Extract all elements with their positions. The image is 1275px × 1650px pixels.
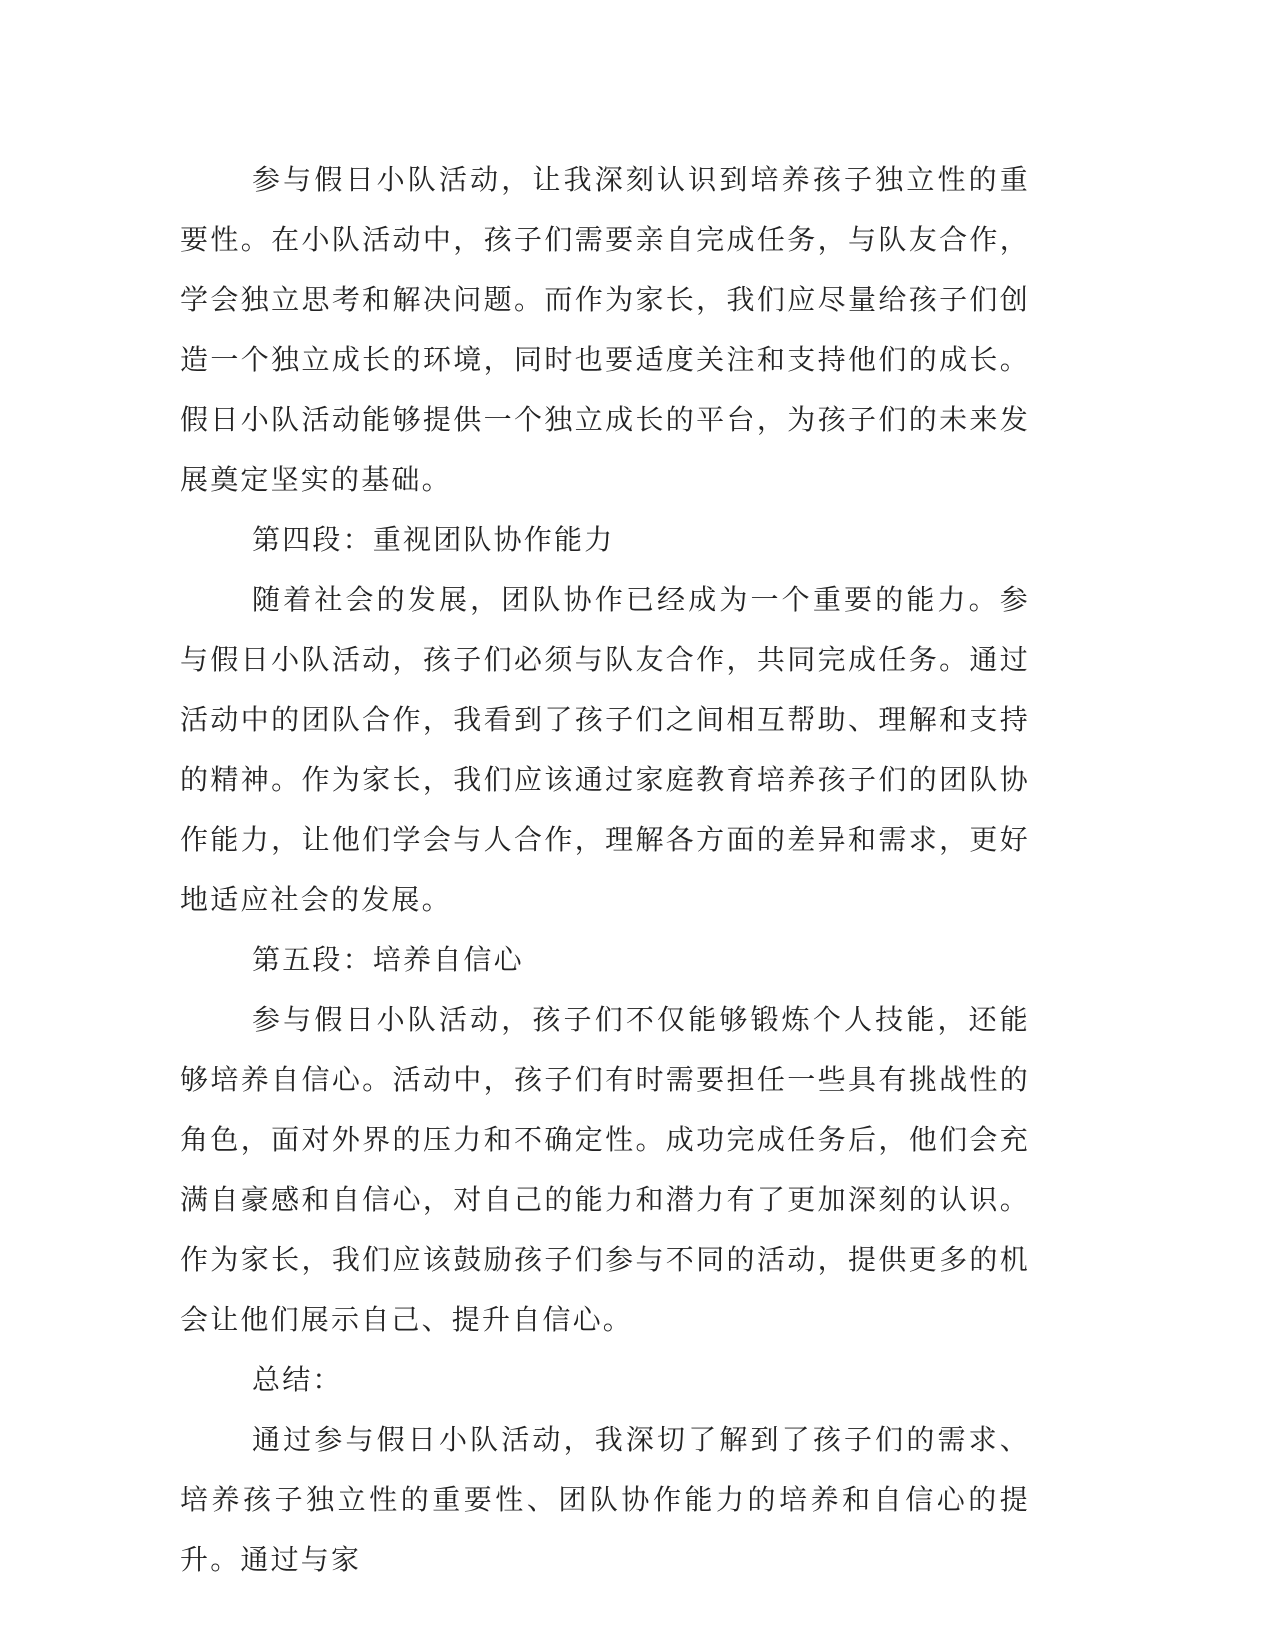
- section-heading-teamwork: 第四段：重视团队协作能力: [252, 523, 615, 556]
- section-heading-confidence: 第五段：培养自信心: [252, 943, 524, 976]
- section-heading-summary: 总结：: [252, 1363, 343, 1396]
- document-page: [180, 150, 1030, 1590]
- paragraph-teamwork: 随着社会的发展，团队协作已经成为一个重要的能力。参与假日小队活动，孩子们必须与队友合作，共同完成任务。通过活动中的团队合作，我看到了孩子们之间相互帮助、理解和支持的精神。作为家长，我们应该通过家庭教育培养孩子们的团队协作能力，让他们学会与人合作，理解各方面的差异和需求，更好地适应社会的发展。: [180, 583, 1030, 916]
- paragraph-summary: 通过参与假日小队活动，我深切了解到了孩子们的需求、培养孩子独立性的重要性、团队协作能力的培养和自信心的提升。通过与家: [180, 1423, 1030, 1576]
- paragraph-confidence: 参与假日小队活动，孩子们不仅能够锻炼个人技能，还能够培养自信心。活动中，孩子们有时需要担任一些具有挑战性的角色，面对外界的压力和不确定性。成功完成任务后，他们会充满自豪感和自信心，对自己的能力和潜力有了更加深刻的认识。作为家长，我们应该鼓励孩子们参与不同的活动，提供更多的机会让他们展示自己、提升自信心。: [180, 1003, 1030, 1336]
- paragraph-independence: 参与假日小队活动，让我深刻认识到培养孩子独立性的重要性。在小队活动中，孩子们需要亲自完成任务，与队友合作，学会独立思考和解决问题。而作为家长，我们应尽量给孩子们创造一个独立成长的环境，同时也要适度关注和支持他们的成长。假日小队活动能够提供一个独立成长的平台，为孩子们的未来发展奠定坚实的基础。: [180, 163, 1030, 496]
